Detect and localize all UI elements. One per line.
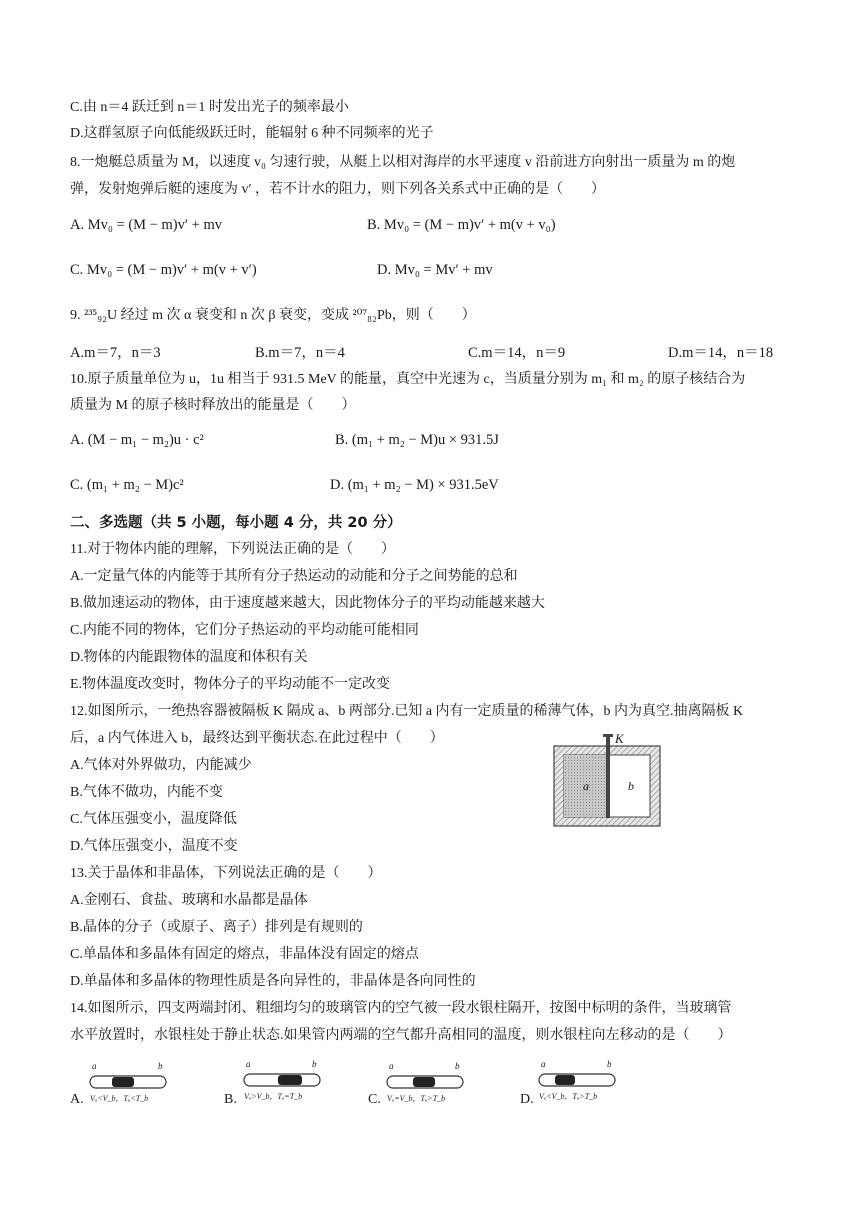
q12-stem-line1: 12.如图所示，一绝热容器被隔板 K 隔成 a、b 两部分.已知 a 内有一定质量的稀薄气体，b 内为真空.抽离隔板 K — [70, 704, 744, 719]
q14-tube-b-label-a: a — [246, 1059, 251, 1069]
q14-option-a-letter: A. — [70, 1092, 84, 1107]
q12-label-a: a — [583, 779, 589, 793]
q14-tube-c-condition: Vₐ=V_b，Tₐ>T_b — [387, 1094, 446, 1103]
q12-label-k: K — [615, 731, 624, 746]
q8-option-c: C. Mv₀ = (M − m)v′ + m(v + v′) — [70, 262, 257, 278]
q13-option-a: A.金刚石、食盐、玻璃和水晶都是晶体 — [70, 893, 308, 908]
q7-option-d: D.这群氢原子向低能级跃迁时，能辐射 6 种不同频率的光子 — [70, 126, 434, 141]
q9-option-d: D.m＝14，n＝18 — [668, 345, 774, 361]
q10-stem-line2: 质量为 M 的原子核时释放出的能量是（ ） — [70, 398, 356, 413]
q13-stem: 13.关于晶体和非晶体，下列说法正确的是（ ） — [70, 866, 382, 881]
q14-tube-b-figure — [242, 1066, 322, 1088]
q14-stem-line2: 水平放置时，水银柱处于静止状态.如果管内两端的空气都升高相同的温度，则水银柱向左移动的是（ ） — [70, 1028, 732, 1043]
q11-option-a: A.一定量气体的内能等于其所有分子热运动的动能和分子之间势能的总和 — [70, 569, 518, 584]
q7-option-c: C.由 n＝4 跃迁到 n＝1 时发出光子的频率最小 — [70, 100, 349, 115]
q9-option-b: B.m＝7，n＝4 — [255, 345, 345, 361]
q9-option-a: A.m＝7，n＝3 — [70, 345, 161, 361]
q12-option-b: B.气体不做功，内能不变 — [70, 785, 223, 800]
q13-option-c: C.单晶体和多晶体有固定的熔点，非晶体没有固定的熔点 — [70, 947, 419, 962]
q8-option-d: D. Mv₀ = Mv′ + mv — [377, 262, 493, 278]
q14-option-b-letter: B. — [224, 1092, 237, 1107]
q12-option-c: C.气体压强变小，温度降低 — [70, 812, 237, 827]
q13-option-b: B.晶体的分子（或原子、离子）排列是有规则的 — [70, 920, 363, 935]
q8-option-a: A. Mv₀ = (M − m)v′ + mv — [70, 217, 222, 233]
q14-tube-a-label-b: b — [158, 1061, 163, 1071]
q8-option-b: B. Mv₀ = (M − m)v′ + m(v + v₀) — [367, 217, 556, 233]
q12-container-figure — [552, 732, 664, 828]
q8-stem-line1: 8.一炮艇总质量为 M，以速度 v₀ 匀速行驶，从艇上以相对海岸的水平速度 v 沿前进方向射出一质量为 m 的炮 — [70, 155, 736, 170]
q10-stem-line1: 10.原子质量单位为 u，1u 相当于 931.5 MeV 的能量，真空中光速为 c，当质量分别为 m₁ 和 m₂ 的原子核结合为 — [70, 372, 746, 387]
q14-tube-d-label-b: b — [607, 1059, 612, 1069]
q14-option-d-letter: D. — [520, 1092, 534, 1107]
q11-option-e: E.物体温度改变时，物体分子的平均动能不一定改变 — [70, 677, 391, 692]
q12-stem-line2: 后，a 内气体进入 b，最终达到平衡状态.在此过程中（ ） — [70, 731, 444, 746]
q12-option-d: D.气体压强变小，温度不变 — [70, 839, 238, 854]
q11-option-b: B.做加速运动的物体，由于速度越来越大，因此物体分子的平均动能越来越大 — [70, 596, 545, 611]
q9-stem: 9. ²³⁵₉₂U 经过 m 次 α 衰变和 n 次 β 衰变，变成 ²⁰⁷₈₂Pb，则（ ） — [70, 308, 476, 323]
q11-stem: 11.对于物体内能的理解，下列说法正确的是（ ） — [70, 542, 395, 557]
q14-tube-b-label-b: b — [312, 1059, 317, 1069]
q14-option-c-letter: C. — [368, 1092, 381, 1107]
q14-tube-d-label-a: a — [541, 1059, 546, 1069]
q14-tube-b-condition: Vₐ>V_b，Tₐ=T_b — [244, 1092, 303, 1101]
q9-option-c: C.m＝14，n＝9 — [468, 345, 566, 361]
q10-option-d: D. (m₁ + m₂ − M) × 931.5eV — [330, 477, 499, 493]
section-heading-multiple-choice: 二、多选题（共 5 小题，每小题 4 分，共 20 分） — [70, 515, 402, 531]
q10-option-b: B. (m₁ + m₂ − M)u × 931.5J — [335, 432, 499, 448]
q14-tube-a-label-a: a — [92, 1061, 97, 1071]
q13-option-d: D.单晶体和多晶体的物理性质是各向异性的，非晶体是各向同性的 — [70, 974, 476, 989]
q11-option-c: C.内能不同的物体，它们分子热运动的平均动能可能相同 — [70, 623, 419, 638]
q12-option-a: A.气体对外界做功，内能减少 — [70, 758, 252, 773]
q12-label-b: b — [628, 779, 634, 793]
q14-tube-d-figure — [537, 1066, 617, 1088]
q14-stem-line1: 14.如图所示，四支两端封闭、粗细均匀的玻璃管内的空气被一段水银柱隔开，按图中标明的条件，当玻璃管 — [70, 1001, 732, 1016]
q14-tube-a-figure — [88, 1068, 168, 1090]
q8-stem-line2: 弹，发射炮弹后艇的速度为 v′ ，若不计水的阻力，则下列各关系式中正确的是（ ） — [70, 182, 606, 197]
q14-tube-d-condition: Vₐ<V_b，Tₐ>T_b — [539, 1092, 598, 1101]
q10-option-a: A. (M − m₁ − m₂)u · c² — [70, 432, 204, 448]
q14-tube-c-label-b: b — [455, 1061, 460, 1071]
q14-tube-a-condition: Vₐ<V_b，Tₐ<T_b — [90, 1094, 149, 1103]
q14-tube-c-figure — [385, 1068, 465, 1090]
q11-option-d: D.物体的内能跟物体的温度和体积有关 — [70, 650, 308, 665]
q14-tube-c-label-a: a — [389, 1061, 394, 1071]
q10-option-c: C. (m₁ + m₂ − M)c² — [70, 477, 184, 493]
